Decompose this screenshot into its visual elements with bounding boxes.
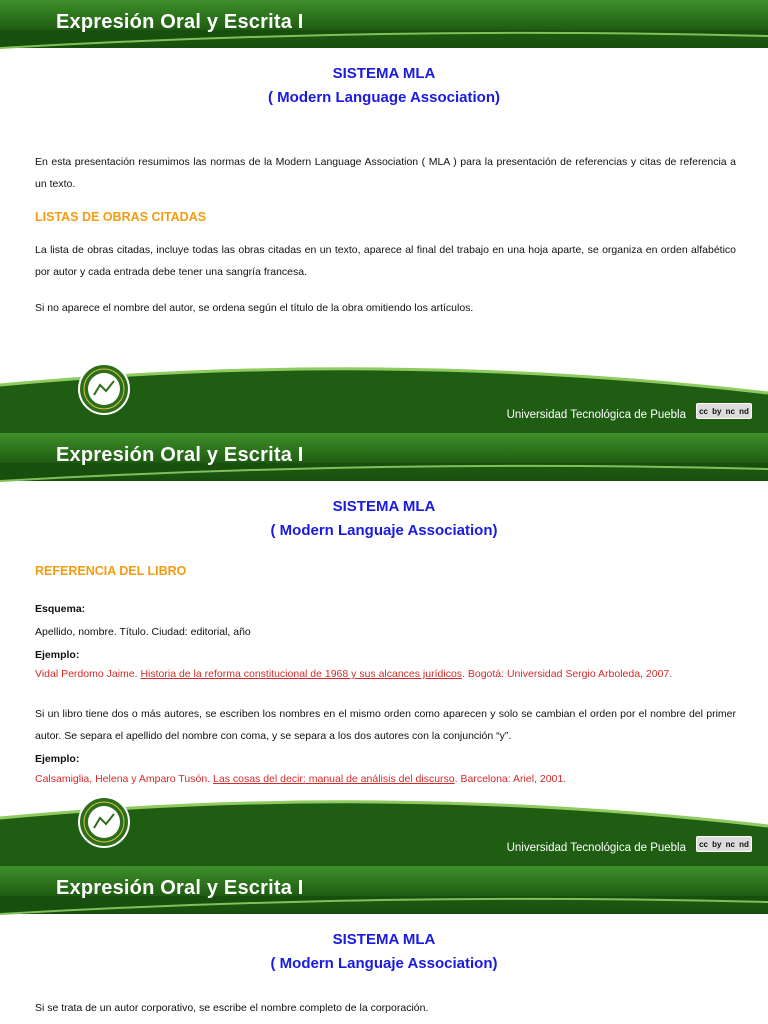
course-title: Expresión Oral y Escrita I <box>56 11 304 33</box>
cc-nd-icon: nd <box>739 406 749 416</box>
slide-subtitle: ( Modern Languaje Association) <box>270 955 498 972</box>
slide-2 <box>0 433 768 866</box>
course-title: Expresión Oral y Escrita I <box>56 444 304 466</box>
citation-author: Vidal Perdomo Jaime. <box>35 668 141 680</box>
esquema-text: Apellido, nombre. Título. Ciudad: editorial, año <box>35 626 251 638</box>
citation-rest: . Barcelona: Ariel, 2001. <box>454 773 567 785</box>
slide-subtitle: ( Modern Languaje Association) <box>270 522 498 539</box>
cc-icon: cc <box>699 839 708 849</box>
cc-license-badge <box>696 836 752 852</box>
slide-3 <box>0 866 768 1024</box>
paragraph: Si un libro tiene dos o más autores, se escriben los nombres en el mismo orden como aparecen y solo se cambian el orden por el nombre del primer autor. Se separa el apellido del nombre con coma, y se separa a los dos autores con la conjunción “y”. <box>35 708 736 742</box>
university-logo <box>78 363 130 415</box>
ejemplo-label: Ejemplo: <box>35 649 80 661</box>
cc-license-badge <box>696 403 752 419</box>
paragraph: La lista de obras citadas, incluye todas las obras citadas en un texto, aparece al final del trabajo en una hoja aparte, se organiza en orden alfabético por autor y cada entrada debe tener una sangría francesa. <box>35 244 736 278</box>
citation-title: Historia de la reforma constitucional de 1968 y sus alcances jurídicos <box>140 668 463 680</box>
university-logo <box>78 796 130 848</box>
header-wave <box>0 463 768 493</box>
citation-author: Calsamiglia, Helena y Amparo Tusón. <box>35 773 214 785</box>
paragraph: Si se trata de un autor corporativo, se escribe el nombre completo de la corporación. <box>35 1002 429 1014</box>
cc-nd-icon: nd <box>739 839 749 849</box>
cc-nc-icon: nc <box>725 406 735 416</box>
header-wave <box>0 30 768 60</box>
slide-1 <box>0 0 768 433</box>
cc-nc-icon: nc <box>725 839 735 849</box>
example-citation <box>35 771 736 788</box>
cc-by-icon: by <box>712 839 722 849</box>
cc-icon: cc <box>699 406 708 416</box>
university-name: Universidad Tecnológica de Puebla <box>506 842 686 854</box>
slide-title: SISTEMA MLA <box>332 498 436 515</box>
slide-title: SISTEMA MLA <box>332 931 436 948</box>
section-heading: REFERENCIA DEL LIBRO <box>35 564 187 578</box>
example-citation <box>35 666 736 683</box>
citation-rest: . Bogotá: Universidad Sergio Arboleda, 2007. <box>462 668 673 680</box>
course-title: Expresión Oral y Escrita I <box>56 877 304 899</box>
paragraph: Si no aparece el nombre del autor, se ordena según el título de la obra omitiendo los artículos. <box>35 302 474 314</box>
slide-subtitle: ( Modern Language Association) <box>268 89 500 106</box>
university-name: Universidad Tecnológica de Puebla <box>506 409 686 421</box>
slide-title: SISTEMA MLA <box>332 65 436 82</box>
section-heading: LISTAS DE OBRAS CITADAS <box>35 210 207 224</box>
esquema-label: Esquema: <box>35 603 86 615</box>
citation-title: Las cosas del decir: manual de análisis del discurso <box>213 773 455 785</box>
header-wave <box>0 896 768 926</box>
cc-by-icon: by <box>712 406 722 416</box>
intro-paragraph: En esta presentación resumimos las normas de la Modern Language Association ( MLA ) para la presentación de referencias y citas de referencia a un texto. <box>35 156 736 190</box>
ejemplo-label: Ejemplo: <box>35 753 80 765</box>
